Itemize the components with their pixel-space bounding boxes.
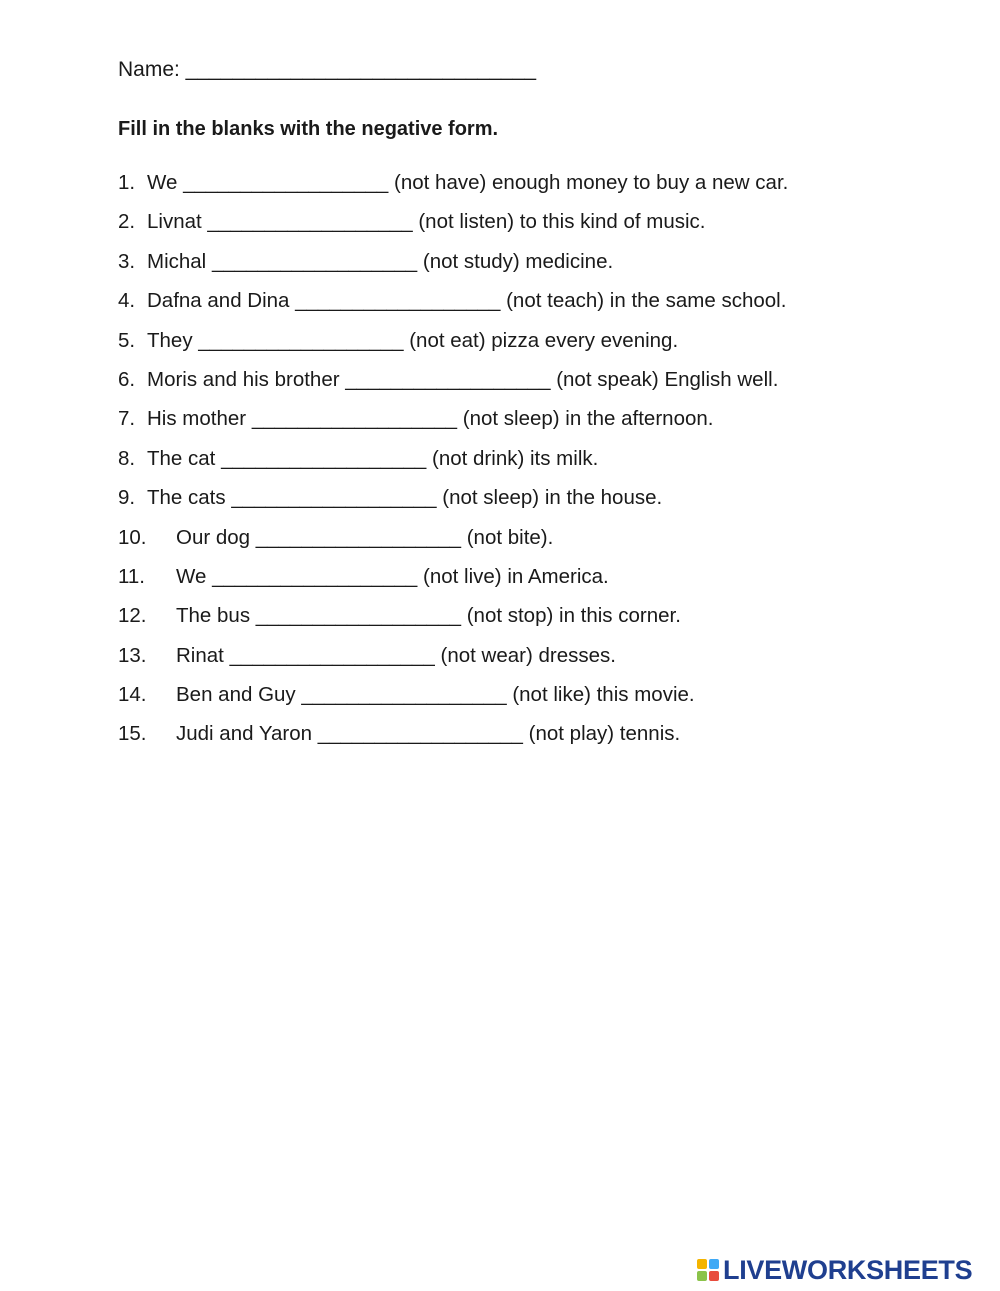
exercise-number: 2. xyxy=(118,210,136,234)
exercise-subject: The cat xyxy=(147,446,216,470)
exercise-item xyxy=(118,643,788,682)
logo-square xyxy=(709,1259,719,1269)
answer-blank[interactable]: __________________ xyxy=(255,604,462,628)
answer-blank[interactable]: __________________ xyxy=(251,407,458,431)
exercise-item xyxy=(118,564,788,603)
exercise-prompt: (not teach) in the same school. xyxy=(506,289,787,313)
exercise-item xyxy=(118,525,788,564)
exercise-number: 7. xyxy=(118,407,136,431)
exercise-subject: Rinat xyxy=(176,643,224,667)
answer-blank[interactable]: __________________ xyxy=(183,171,389,194)
exercise-number: 10. xyxy=(118,525,147,549)
logo-text: LIVEWORKSHEETS xyxy=(723,1254,973,1285)
exercise-subject: They xyxy=(147,328,193,352)
exercise-subject: Dafna and Dina xyxy=(147,289,290,313)
exercise-number: 15. xyxy=(118,722,147,746)
name-field-label: Name: ______________________________ xyxy=(118,58,537,81)
answer-blank[interactable]: __________________ xyxy=(255,525,462,549)
exercise-prompt: (not listen) to this kind of music. xyxy=(418,210,706,234)
exercise-item xyxy=(118,446,788,485)
exercise-prompt: (not like) this movie. xyxy=(512,683,695,707)
exercise-subject: Moris and his brother xyxy=(147,367,340,391)
answer-blank[interactable]: __________________ xyxy=(212,564,418,588)
exercise-prompt: (not drink) its milk. xyxy=(432,446,599,470)
logo-square xyxy=(709,1271,719,1281)
exercise-item xyxy=(118,406,788,445)
exercise-item xyxy=(118,249,788,288)
exercise-subject: We xyxy=(176,564,207,588)
exercise-number: 9. xyxy=(118,486,136,510)
exercise-prompt: (not play) tennis. xyxy=(528,722,681,746)
exercise-item xyxy=(118,288,788,327)
exercise-item xyxy=(118,170,788,209)
exercise-subject: Our dog xyxy=(176,525,251,549)
exercise-number: 4. xyxy=(118,289,136,313)
exercise-number: 13. xyxy=(118,643,147,667)
exercise-subject: Livnat xyxy=(147,210,202,234)
exercise-subject: We xyxy=(147,171,178,194)
exercise-number: 6. xyxy=(118,367,136,391)
instructions-heading: Fill in the blanks with the negative form. xyxy=(118,118,499,140)
exercise-prompt: (not bite). xyxy=(466,525,554,549)
answer-blank[interactable]: __________________ xyxy=(198,328,404,352)
exercise-number: 1. xyxy=(118,171,136,194)
exercise-prompt: (not speak) English well. xyxy=(556,367,779,391)
exercise-subject: Ben and Guy xyxy=(176,683,296,707)
liveworksheets-logo xyxy=(697,1256,972,1284)
exercise-number: 8. xyxy=(118,446,136,470)
liveworksheets-logo-icon xyxy=(697,1259,719,1281)
exercise-item xyxy=(118,367,788,406)
exercise-subject: Michal xyxy=(147,249,207,273)
exercise-number: 5. xyxy=(118,328,136,352)
answer-blank[interactable]: __________________ xyxy=(207,210,413,234)
exercise-subject: His mother xyxy=(147,407,247,431)
exercise-number: 14. xyxy=(118,683,147,707)
answer-blank[interactable]: __________________ xyxy=(317,722,523,746)
exercise-prompt: (not study) medicine. xyxy=(422,249,614,273)
answer-blank[interactable]: __________________ xyxy=(211,249,418,273)
exercise-number: 11. xyxy=(118,564,145,588)
exercise-prompt: (not eat) pizza every evening. xyxy=(409,328,679,352)
answer-blank[interactable]: __________________ xyxy=(221,446,427,470)
answer-blank[interactable]: __________________ xyxy=(231,486,437,510)
exercise-number: 3. xyxy=(118,249,136,273)
exercise-item xyxy=(118,721,788,760)
exercise-item xyxy=(118,328,788,367)
exercise-prompt: (not sleep) in the house. xyxy=(442,486,663,510)
exercise-prompt: (not wear) dresses. xyxy=(440,643,616,667)
logo-square xyxy=(697,1271,707,1281)
exercise-item xyxy=(118,603,788,642)
exercise-item xyxy=(118,209,788,248)
exercise-subject: The cats xyxy=(147,486,226,510)
exercise-prompt: (not stop) in this corner. xyxy=(466,604,681,628)
exercise-prompt: (not live) in America. xyxy=(423,564,609,588)
exercise-subject: The bus xyxy=(176,604,251,628)
exercise-item xyxy=(118,682,788,721)
answer-blank[interactable]: __________________ xyxy=(229,643,435,667)
exercise-list xyxy=(118,170,788,761)
exercise-prompt: (not have) enough money to buy a new car. xyxy=(394,171,789,194)
answer-blank[interactable]: __________________ xyxy=(301,683,507,707)
exercise-subject: Judi and Yaron xyxy=(176,722,313,746)
exercise-item xyxy=(118,485,788,524)
exercise-prompt: (not sleep) in the afternoon. xyxy=(462,407,714,431)
answer-blank[interactable]: __________________ xyxy=(295,289,501,313)
exercise-number: 12. xyxy=(118,604,147,628)
logo-square xyxy=(697,1259,707,1269)
answer-blank[interactable]: __________________ xyxy=(345,367,551,391)
